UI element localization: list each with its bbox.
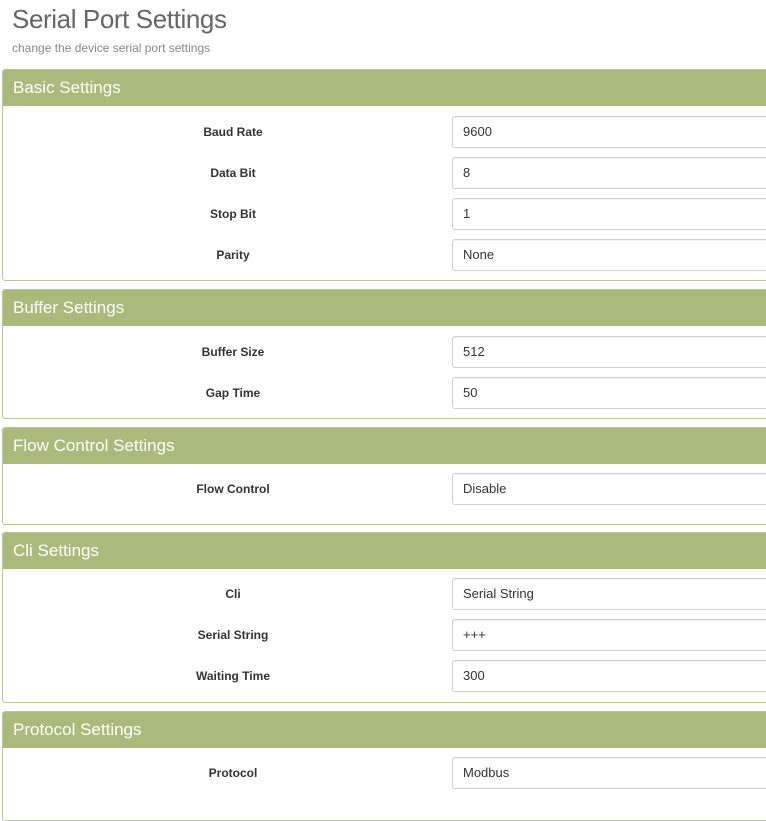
data-bit-input[interactable]: 8	[452, 157, 766, 189]
cli-settings-header: Cli Settings	[3, 533, 766, 569]
serial-string-label: Serial String	[197, 628, 269, 642]
flow-control-settings-panel	[2, 427, 766, 525]
stop-bit-row	[3, 198, 766, 230]
cli-settings-panel	[2, 532, 766, 703]
baud-rate-row	[3, 116, 766, 148]
flow-control-row	[3, 473, 766, 505]
buffer-size-label: Buffer Size	[201, 345, 265, 359]
gap-time-input[interactable]: 50	[452, 377, 766, 409]
page-title: Serial Port Settings	[12, 4, 227, 34]
cli-row	[3, 578, 766, 610]
buffer-size-row	[3, 336, 766, 368]
baud-rate-label: Baud Rate	[203, 125, 263, 139]
cli-select[interactable]: Serial String	[452, 578, 766, 610]
page-header	[12, 0, 227, 55]
data-bit-label: Data Bit	[210, 166, 256, 180]
parity-label: Parity	[216, 248, 250, 262]
stop-bit-input[interactable]: 1	[452, 198, 766, 230]
protocol-label: Protocol	[208, 766, 258, 780]
waiting-time-input[interactable]: 300	[452, 660, 766, 692]
cli-label: Cli	[225, 587, 241, 601]
flow-control-label: Flow Control	[196, 482, 270, 496]
stop-bit-label: Stop Bit	[210, 207, 256, 221]
data-bit-row	[3, 157, 766, 189]
buffer-settings-panel	[2, 289, 766, 419]
serial-string-input[interactable]: +++	[452, 619, 766, 651]
parity-row	[3, 239, 766, 271]
basic-settings-panel	[2, 69, 766, 281]
flow-control-settings-header: Flow Control Settings	[3, 428, 766, 464]
buffer-size-input[interactable]: 512	[452, 336, 766, 368]
page-subtitle: change the device serial port settings	[12, 41, 211, 55]
basic-settings-header: Basic Settings	[3, 70, 766, 106]
gap-time-label: Gap Time	[205, 386, 261, 400]
waiting-time-row	[3, 660, 766, 692]
serial-string-row	[3, 619, 766, 651]
buffer-settings-header: Buffer Settings	[3, 290, 766, 326]
protocol-settings-header: Protocol Settings	[3, 712, 766, 748]
gap-time-row	[3, 377, 766, 409]
flow-control-select[interactable]: Disable	[452, 473, 766, 505]
parity-input[interactable]: None	[452, 239, 766, 271]
protocol-row	[3, 757, 766, 789]
baud-rate-input[interactable]: 9600	[452, 116, 766, 148]
waiting-time-label: Waiting Time	[195, 669, 270, 683]
protocol-select[interactable]: Modbus	[452, 757, 766, 789]
